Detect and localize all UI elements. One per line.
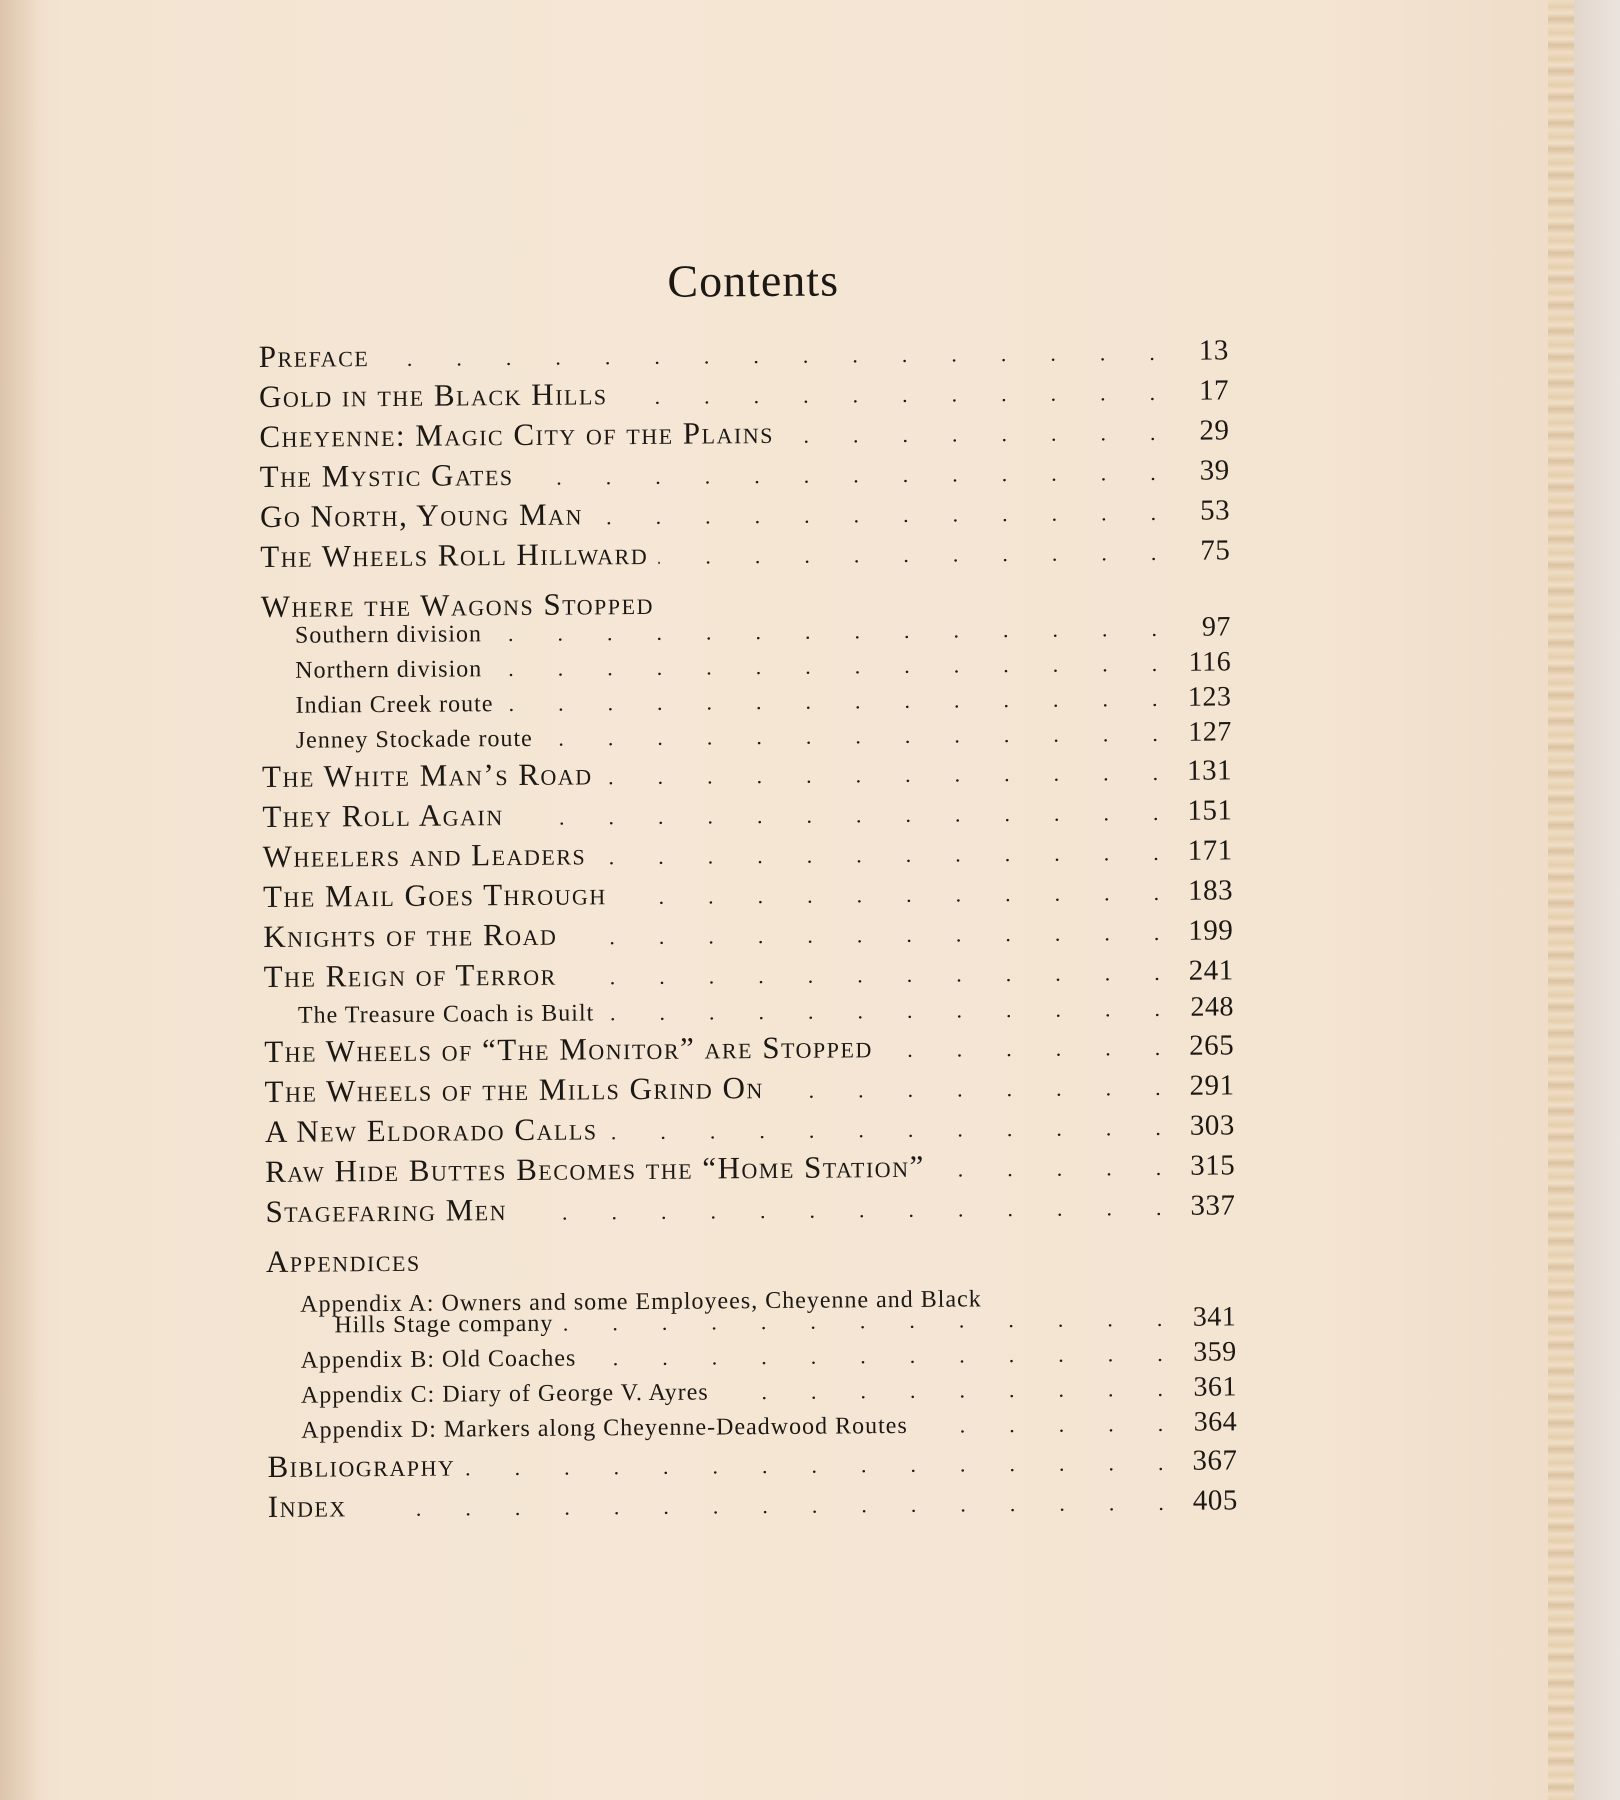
dot-leader [514,793,1159,838]
toc-entry-title: Appendix D: Markers along Cheyenne-Deadwood Routes [301,1412,908,1444]
toc-entry [265,1144,1235,1192]
page-title: Contents [667,254,840,307]
toc-page-number: 75 [1200,534,1231,567]
toc-page-number: 248 [1190,991,1235,1023]
toc-entry [259,329,1229,377]
toc-page-number: 13 [1198,334,1229,367]
toc-entry [264,1064,1234,1112]
toc-entry [263,909,1233,957]
toc-entry-title: Gold in the Black Hills [258,376,608,414]
dot-leader [379,333,1155,379]
dot-leader [918,1406,1164,1448]
dot-leader [935,1148,1162,1190]
toc-entry-title: The White Man’s Road [261,756,593,794]
toc-entry-title: Go North, Young Man [259,496,584,534]
toc-page-number: 17 [1198,374,1230,407]
toc-section-heading [260,569,1231,624]
toc-entry-title: The Wheels Roll Hillward [260,535,649,574]
dot-leader [593,493,1156,537]
toc-entry [263,869,1233,917]
toc-entry-title: Appendix C: Diary of George V. Ayres [300,1379,709,1409]
toc-entry-title: Appendices [265,1242,421,1279]
toc-page-number: 265 [1189,1029,1235,1062]
toc-entry [259,409,1229,457]
toc-entry-title: The Mail Goes Through [262,876,607,914]
toc-entry-title: Appendix B: Old Coaches [300,1345,577,1374]
toc-entry [260,449,1230,497]
toc-page-number: 127 [1188,716,1232,748]
toc-page-number: 123 [1187,681,1232,713]
dot-leader [465,1443,1163,1488]
toc-page-number: 291 [1189,1069,1235,1102]
toc-entry-title: Raw Hide Buttes Becomes the “Home Station” [265,1148,925,1189]
dot-leader [784,413,1156,456]
toc-entry-title: The Reign of Terror [263,956,557,994]
toc-entry-title: Knights of the Road [263,916,558,954]
table-of-contents [258,250,1238,1527]
dot-leader [607,1108,1161,1152]
toc-page-number: 367 [1192,1444,1238,1477]
dot-leader [883,1028,1161,1070]
toc-entry [263,949,1233,997]
toc-page-number: 39 [1199,454,1230,487]
toc-page-number: 97 [1201,611,1232,643]
toc-entry-title: Bibliography [267,1447,456,1484]
dot-leader [617,873,1160,917]
dot-leader [430,1225,1162,1271]
toc-entry-title: Northern division [295,656,483,684]
toc-page-number: 405 [1192,1484,1238,1517]
toc-page-number: 361 [1193,1371,1238,1403]
dot-leader [602,753,1158,797]
dot-leader [596,833,1159,877]
toc-entry-title: Stagefaring Men [265,1192,508,1229]
toc-page-number: 183 [1187,874,1234,907]
toc-page-number: 337 [1190,1189,1236,1222]
toc-entry-title: Index [267,1488,347,1524]
toc-entry-title: The Wheels of the Mills Grind On [264,1070,764,1109]
toc-entry-title: Where the Wagons Stopped [260,585,655,624]
toc-page-number: 315 [1190,1149,1236,1182]
toc-page-number: 29 [1199,414,1230,447]
toc-page-number: 53 [1199,494,1231,527]
gutter-shadow [0,0,40,1800]
toc-entry-title: Wheelers and Leaders [262,836,587,874]
toc-page-number: 116 [1188,646,1232,678]
toc-entry-title: The Wheels of “The Monitor” are Stopped [264,1029,873,1069]
dot-leader [523,453,1155,498]
page-edges [1548,0,1574,1800]
toc-entry [260,489,1230,537]
dot-leader [664,570,1157,614]
toc-page-number: 303 [1189,1109,1235,1142]
toc-page-number: 131 [1186,754,1233,787]
toc-entry [264,1024,1234,1072]
background-surface [1574,0,1620,1800]
toc-entry [265,1104,1235,1152]
toc-entry-title: The Treasure Coach is Built [297,1000,595,1029]
toc-entry-title: Southern division [294,621,483,649]
toc-entry [263,829,1233,877]
toc-entry [262,789,1232,837]
toc-entry-title: Cheyenne: Magic City of the Plains [259,414,775,454]
dot-leader [991,1265,1162,1306]
toc-page-number: 241 [1188,954,1234,987]
toc-entry-title: Appendix A: Owners and some Employees, Cheyenne and Black [300,1286,982,1318]
dot-leader [567,913,1159,958]
dot-leader [774,1068,1161,1111]
toc-entry-title: The Mystic Gates [259,457,514,494]
toc-entry-title: A New Eldorado Calls [264,1111,598,1149]
toc-entry [267,1439,1237,1487]
toc-entry-title: Preface [258,338,370,374]
toc-entry [259,369,1229,417]
toc-page-number: 359 [1193,1336,1237,1368]
dot-leader [357,1483,1164,1529]
toc-entry-title: Hills Stage company [334,1310,554,1339]
toc-entry-title: Indian Creek route [295,691,494,719]
toc-entry [268,1479,1238,1527]
toc-entry-title: They Roll Again [262,797,504,834]
toc-entry-title: Jenney Stockade route [295,725,533,754]
dot-leader [617,373,1155,417]
toc-page-number: 199 [1188,914,1234,947]
toc-page-number: 341 [1192,1301,1237,1333]
toc-page-number: 364 [1193,1406,1238,1438]
toc-page-number: 171 [1187,834,1233,867]
toc-page-number: 151 [1187,794,1233,827]
toc-entry [262,749,1232,797]
